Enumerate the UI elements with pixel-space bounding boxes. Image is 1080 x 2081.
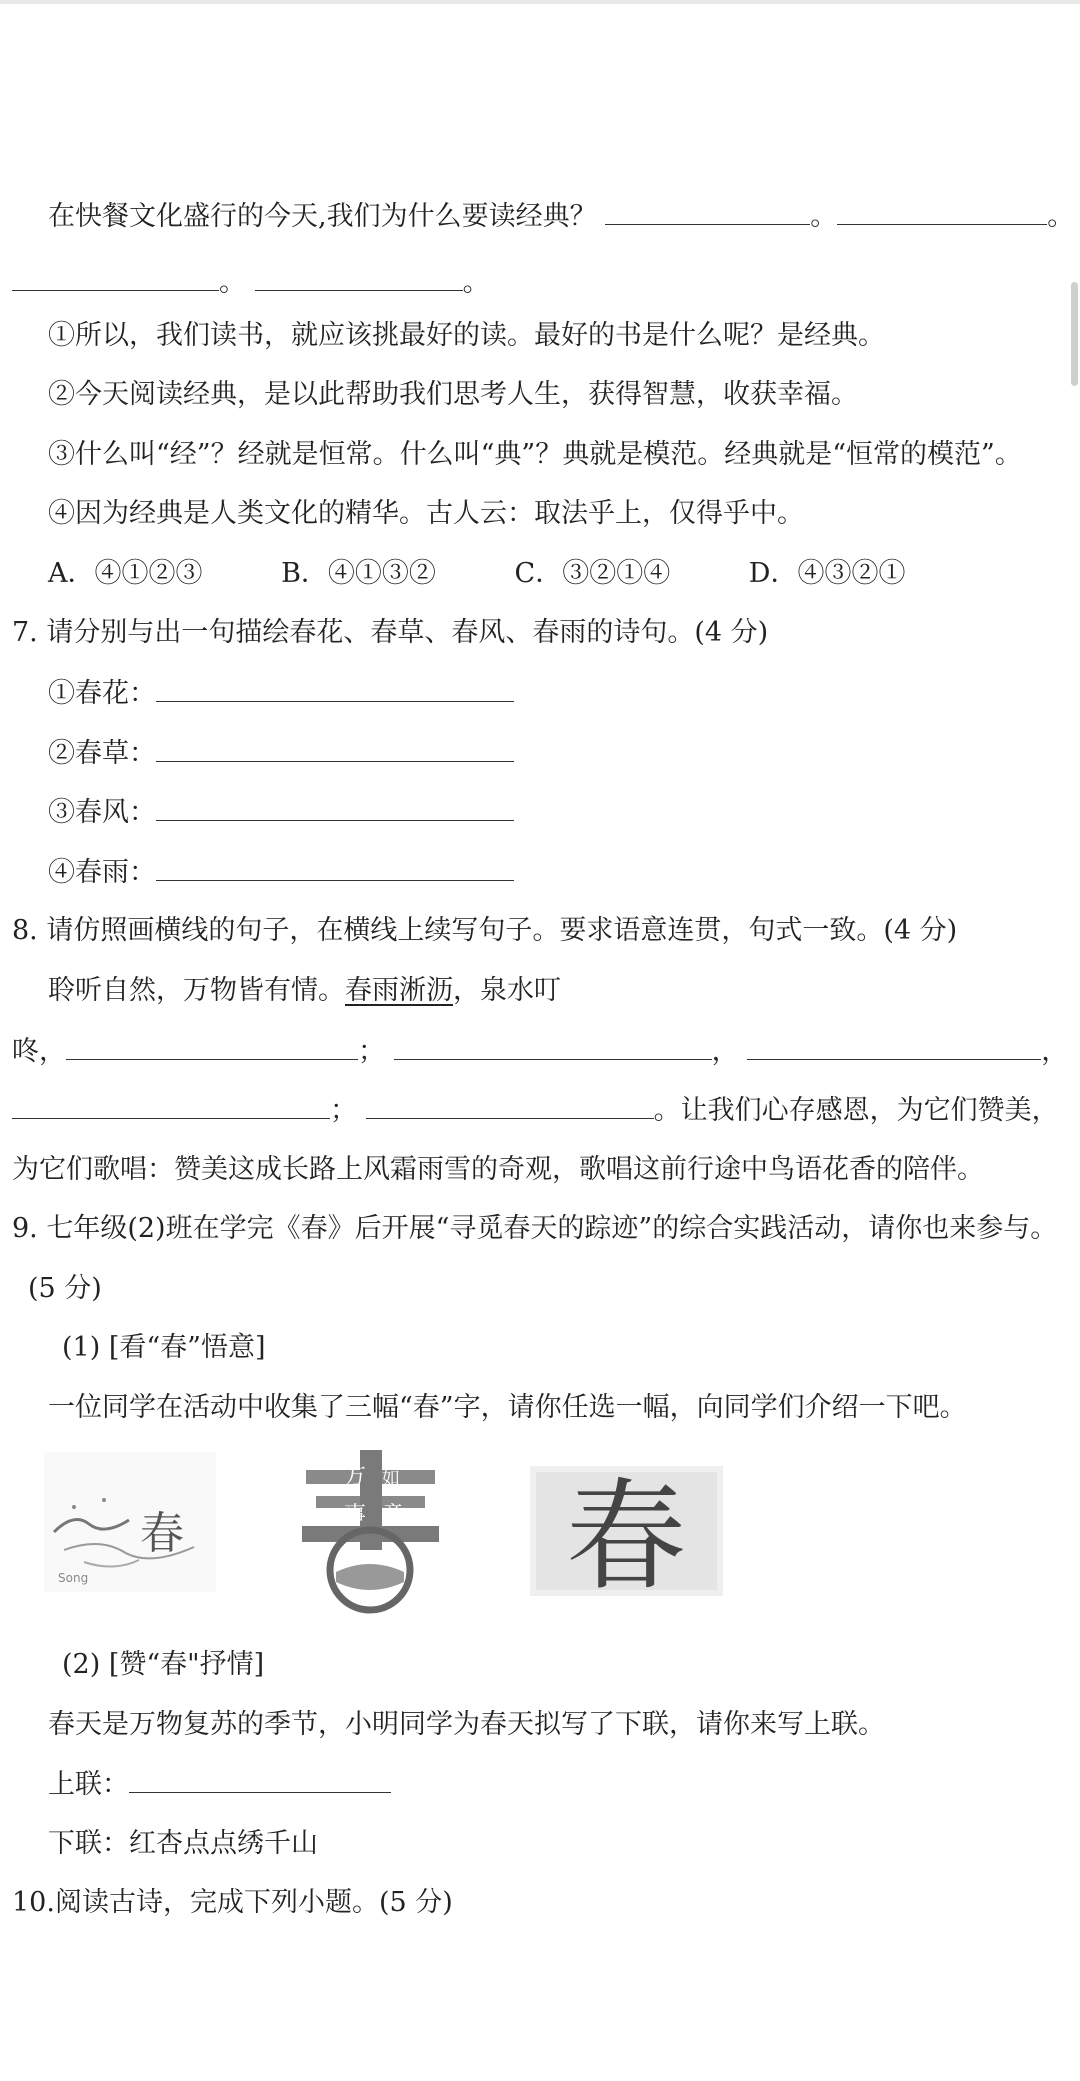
q9-title: 9. 七年级(2)班在学完《春》后开展“寻觅春天的踪迹”的综合实践活动，请你也来参与。 (12, 1213, 1058, 1244)
answer-blank[interactable] (156, 792, 514, 821)
answer-blank[interactable] (12, 1090, 330, 1119)
q9-upper-couplet: 上联： (48, 1764, 391, 1805)
img2-char-2: 如 (382, 1468, 400, 1489)
option-c[interactable]: C．③②①④ (514, 558, 671, 589)
q7-item-spring-wind: ③春风： (48, 792, 514, 833)
q9-part2-heading: (2) [赞“春"抒情] (62, 1649, 265, 1680)
q9-part2-text: 春天是万物复苏的季节，小明同学为春天拟写了下联，请你来写上联。 (48, 1709, 885, 1740)
q6-question: 在快餐文化盛行的今天,我们为什么要读经典？ (48, 201, 597, 232)
answer-blank[interactable] (747, 1031, 1041, 1060)
img3-char: 春 (566, 1468, 686, 1596)
answer-blank[interactable] (255, 262, 463, 291)
answer-blank[interactable] (66, 1031, 358, 1060)
answer-blank[interactable] (366, 1090, 654, 1119)
q9-score: (5 分) (28, 1273, 102, 1304)
img2-char-1: 万 (344, 1465, 367, 1490)
scrollbar[interactable] (1071, 282, 1078, 386)
q6-sentence-3: ③什么叫“经”？经就是恒常。什么叫“典”？典就是模范。经典就是“恒常的模范”。 (48, 439, 1022, 470)
answer-blank[interactable] (129, 1764, 391, 1793)
q8-line-2: 咚， ； ， ， (12, 1031, 1068, 1072)
q8-line-3: ； 。让我们心存感恩，为它们赞美， (12, 1090, 1059, 1131)
q6-options (48, 554, 905, 594)
img1-small: Song (58, 1571, 89, 1585)
answer-blank[interactable] (156, 673, 514, 702)
top-border (0, 0, 1080, 4)
answer-blank[interactable] (605, 196, 810, 225)
option-d[interactable]: D．④③②① (748, 558, 906, 589)
answer-blank[interactable] (12, 262, 219, 291)
calligraphy-spring-image-1 (44, 1452, 216, 1592)
answer-blank[interactable] (156, 852, 514, 881)
q9-lower-couplet: 下联：红杏点点绣千山 (48, 1828, 318, 1859)
q6-sentence-1: ①所以，我们读书，就应该挑最好的读。最好的书是什么呢？是经典。 (48, 320, 885, 351)
answer-blank[interactable] (394, 1031, 712, 1060)
answer-blank[interactable] (837, 196, 1047, 225)
q6-sentence-4: ④因为经典是人类文化的精华。古人云：取法乎上，仅得乎中。 (48, 498, 804, 529)
q9-part1-heading: (1) [看“春”悟意] (62, 1332, 266, 1363)
img1-char: 春 (140, 1508, 184, 1559)
q8-line-1: 聆听自然，万物皆有情。春雨淅沥，泉水叮 (48, 975, 561, 1006)
q8-line-4: 为它们歌唱：赞美这成长路上风霜雨雪的奇观，歌唱这前行途中鸟语花香的陪伴。 (12, 1154, 984, 1185)
q7-item-spring-rain: ④春雨： (48, 852, 514, 893)
decorative-spring-image-2 (298, 1448, 443, 1616)
q8-title: 8. 请仿照画横线的句子，在横线上续写句子。要求语意连贯，句式一致。(4 分) (12, 915, 958, 946)
img2-char-4: 意 (382, 1503, 405, 1528)
q7-item-spring-grass: ②春草： (48, 733, 514, 774)
q6-blank-line: 。 。 (12, 262, 490, 303)
textured-spring-image-3 (530, 1466, 723, 1596)
q7-title: 7. 请分别与出一句描绘春花、春草、春风、春雨的诗句。(4 分) (12, 617, 769, 648)
q6-sentence-2: ②今天阅读经典，是以此帮助我们思考人生，获得智慧，收获幸福。 (48, 379, 858, 410)
q7-item-spring-flower: ①春花： (48, 673, 514, 714)
q9-part1-text: 一位同学在活动中收集了三幅“春”字，请你任选一幅，向同学们介绍一下吧。 (48, 1392, 967, 1423)
option-b[interactable]: B．④①③② (281, 558, 436, 589)
option-a[interactable]: A．④①②③ (48, 558, 203, 589)
answer-blank[interactable] (156, 733, 514, 762)
q10-title: 10.阅读古诗，完成下列小题。(5 分) (12, 1887, 453, 1918)
img2-char-3: 事 (344, 1503, 367, 1528)
underlined-example: 春雨淅沥 (345, 975, 453, 1006)
q6-question-line: 在快餐文化盛行的今天,我们为什么要读经典？ 。 。 (48, 196, 1074, 237)
